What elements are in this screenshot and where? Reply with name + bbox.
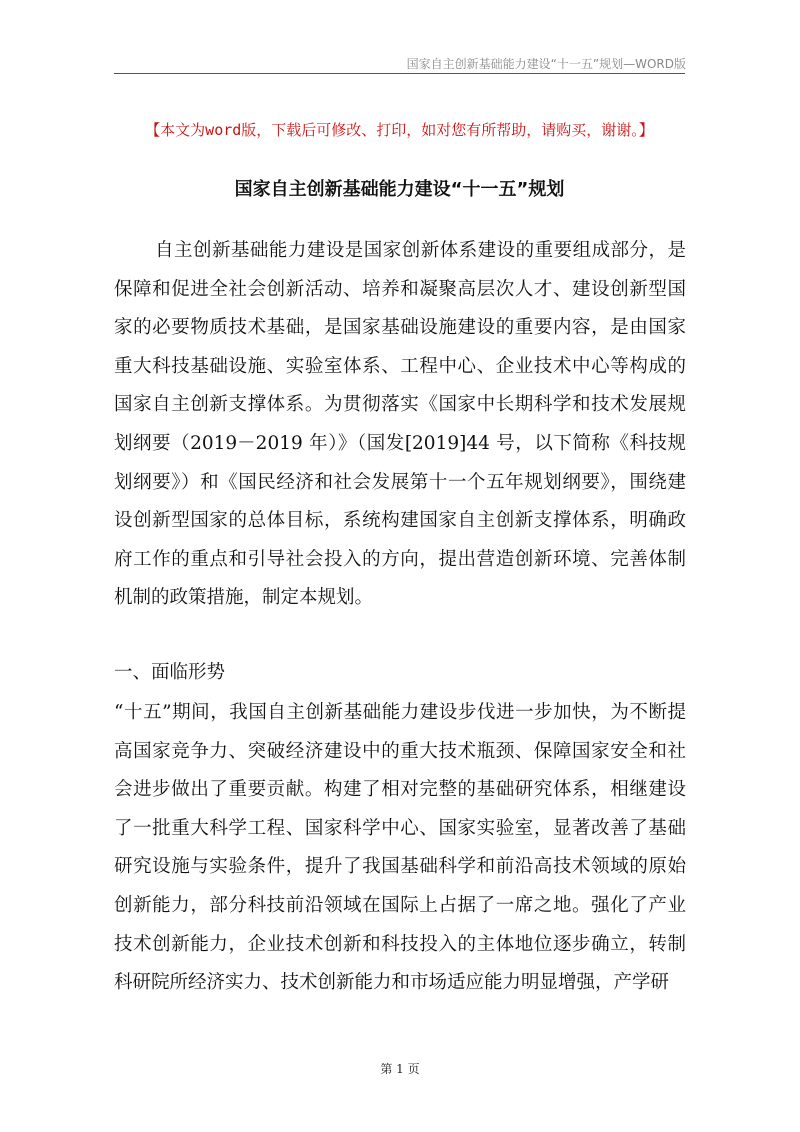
running-header: 国家自主创新基础能力建设“十一五”规划—WORD版 xyxy=(406,57,686,71)
download-notice: 【本文为word版，下载后可修改、打印，如对您有所帮助，请购买，谢谢。】 xyxy=(145,121,654,139)
header-divider xyxy=(114,73,685,74)
document-title: 国家自主创新基础能力建设“十一五”规划 xyxy=(234,179,565,200)
section-heading: 一、面临形势 xyxy=(114,662,226,683)
intro-paragraph: 自主创新基础能力建设是国家创新体系建设的重要组成部分，是保障和促进全社会创新活动、培养和凝聚高层次人才、建设创新型国家的必要物质技术基础，是国家基础设施建设的重要内容，是由国家重大科技基础设施、实验室体系、工程中心、企业技术中心等构成的国家自主创新支撑体系。为贯彻落实《国家中长期科学和技术发展规划纲要（2019－2019 年）》（国发[2019]44 号，以下简称《科技规划纲要》）和《国民经济和社会发展第十一个五年规划纲要》，围绕建设创新型国家的总体目标，系统构建国家自主创新支撑体系，明确政府工作的重点和引导社会投入的方向，提出营造创新环境、完善体制机制的政策措施，制定本规划。 xyxy=(114,240,686,609)
page-number: 第 1 页 xyxy=(380,1062,420,1076)
section-paragraph: “十五”期间，我国自主创新基础能力建设步伐进一步加快，为不断提高国家竞争力、突破经济建设中的重大技术瓶颈、保障国家安全和社会进步做出了重要贡献。构建了相对完整的基础研究体系，相继建设了一批重大科学工程、国家科学中心、国家实验室，显著改善了基础研究设施与实验条件，提升了我国基础科学和前沿高技术领域的原始创新能力，部分科技前沿领域在国际上占据了一席之地。强化了产业技术创新能力，企业技术创新和科技投入的主体地位逐步确立，转制科研院所经济实力、技术创新能力和市场适应能力明显增强，产学研 xyxy=(114,702,686,994)
